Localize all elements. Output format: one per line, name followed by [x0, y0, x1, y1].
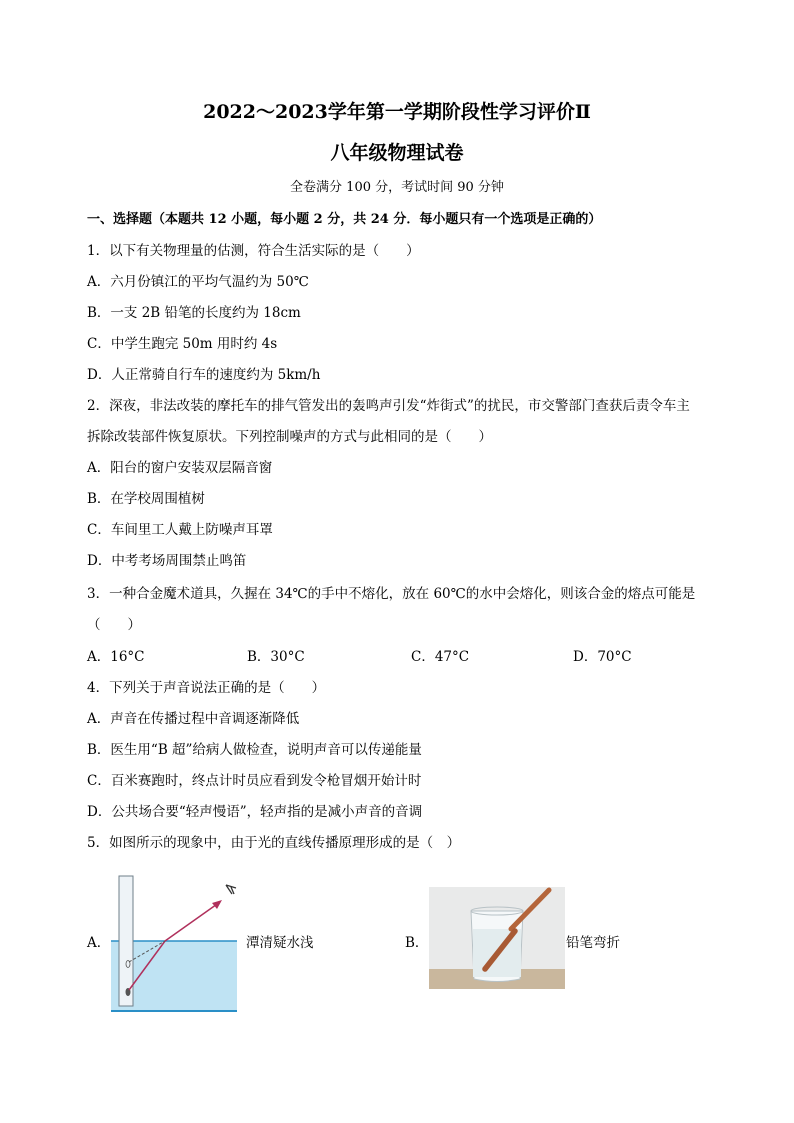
eye-icon — [226, 885, 236, 894]
q4-option-b: B．医生用“B 超”给病人做检查，说明声音可以传递能量 — [87, 742, 422, 758]
q4-option-d: D．公共场合要“轻声慢语”，轻声指的是减小声音的音调 — [87, 804, 423, 820]
q2-option-b: B．在学校周围植树 — [87, 491, 205, 507]
exam-subtitle: 八年级物理试卷 — [330, 142, 464, 164]
q5-option-b-caption: 铅笔弯折 — [566, 935, 620, 951]
q2-option-d: D．中考考场周围禁止鸣笛 — [87, 553, 247, 569]
q5-option-b-letter: B． — [405, 935, 429, 951]
emergent-ray — [165, 902, 220, 941]
q3-option-b: B．30°C — [247, 649, 305, 665]
q3-option-d: D．70°C — [573, 649, 632, 665]
pencil-in-glass-photo — [429, 887, 565, 989]
q4-option-c: C．百米赛跑时，终点计时员应看到发令枪冒烟开始计时 — [87, 773, 422, 789]
section-heading: 一、选择题（本题共 12 小题，每小题 2 分，共 24 分．每小题只有一个选项是正确的） — [87, 212, 602, 227]
q1-option-b: B．一支 2B 铅笔的长度约为 18cm — [87, 305, 301, 321]
exam-info: 全卷满分 100 分，考试时间 90 分钟 — [290, 180, 504, 195]
q3-stem-line1: 3．一种合金魔术道具，久握在 34℃的手中不熔化，放在 60℃的水中会熔化，则该合金的熔点可能是 — [87, 586, 696, 602]
q1-stem: 1．以下有关物理量的估测，符合生活实际的是（ ） — [87, 243, 420, 259]
q3-option-a: A．16°C — [87, 649, 145, 665]
q1-option-d: D．人正常骑自行车的速度约为 5km/h — [87, 367, 321, 383]
exam-title: 2022～2023学年第一学期阶段性学习评价Ⅱ — [203, 101, 591, 123]
q2-stem-line2: 拆除改装部件恢复原状。下列控制噪声的方式与此相同的是（ ） — [87, 429, 492, 445]
q4-stem: 4．下列关于声音说法正确的是（ ） — [87, 680, 326, 696]
q5-option-a-caption: 潭清疑水浅 — [246, 935, 314, 951]
refraction-diagram — [108, 872, 244, 1014]
q2-option-c: C．车间里工人戴上防噪声耳罩 — [87, 522, 273, 538]
q2-option-a: A．阳台的窗户安装双层隔音窗 — [87, 460, 273, 476]
q2-stem-line1: 2．深夜，非法改装的摩托车的排气管发出的轰鸣声引发“炸街式”的扰民，市交警部门查获后责令车主 — [87, 398, 690, 414]
q3-stem-line2: （ ） — [87, 617, 141, 633]
ray-arrowhead — [212, 900, 222, 909]
q1-option-c: C．中学生跑完 50m 用时约 4s — [87, 336, 278, 352]
q5-stem: 5．如图所示的现象中，由于光的直线传播原理形成的是（ ） — [87, 835, 461, 851]
q4-option-a: A．声音在传播过程中音调逐渐降低 — [87, 711, 300, 727]
q5-option-a-letter: A． — [87, 935, 111, 951]
q1-option-a: A．六月份镇江的平均气温约为 50℃ — [87, 274, 309, 290]
q3-option-c: C．47°C — [411, 649, 470, 665]
